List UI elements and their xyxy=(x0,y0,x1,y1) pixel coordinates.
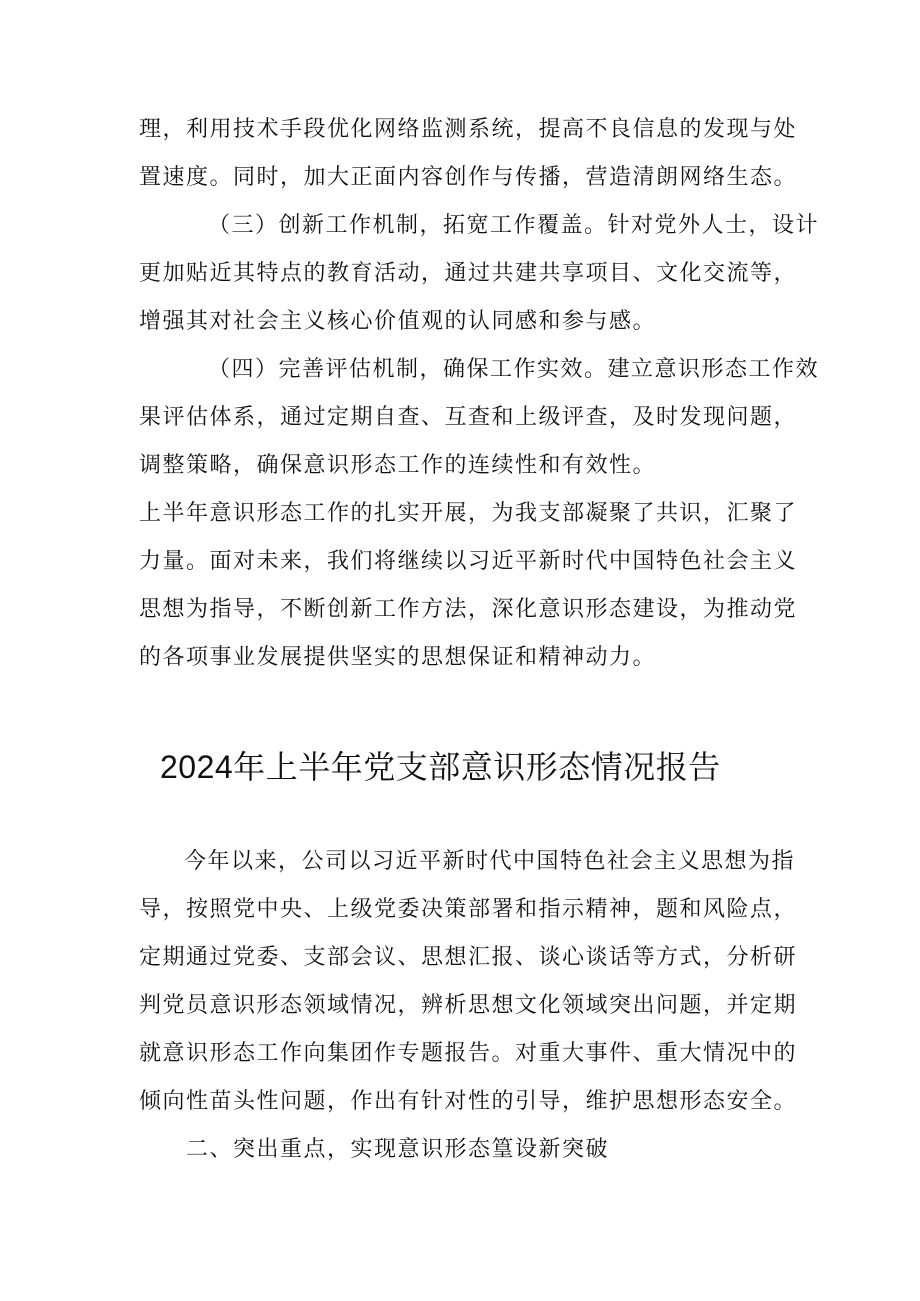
text-line: 调整策略，确保意识形态工作的连续性和有效性。 xyxy=(139,453,657,478)
text-line: 置速度。同时，加大正面内容创作与传播，营造清朗网络生态。 xyxy=(139,165,798,190)
text-line: 思想为指导，不断创新工作方法，深化意识形态建设，为推动党 xyxy=(139,597,798,622)
text-line: 判党员意识形态领域情况，辨析思想文化领域突出问题，并定期 xyxy=(139,993,798,1018)
text-line: 导，按照党中央、上级党委决策部署和指示精神，题和风险点， xyxy=(139,897,798,922)
text-line: 的各项事业发展提供坚实的思想保证和精神动力。 xyxy=(139,645,657,670)
text-line: 理，利用技术手段优化网络监测系统，提高不良信息的发现与处 xyxy=(139,117,798,142)
text-line: 上半年意识形态工作的扎实开展，为我支部凝聚了共识，汇聚了 xyxy=(139,501,798,526)
section-heading-four: （四）完善评估机制，确保工作实效。建立意识形态工作效 xyxy=(208,357,820,382)
text-line: 就意识形态工作向集团作专题报告。对重大事件、重大情况中的 xyxy=(139,1041,798,1066)
text-line: 增强其对社会主义核心价值观的认同感和参与感。 xyxy=(139,309,657,334)
section-heading-three: （三）创新工作机制，拓宽工作覆盖。针对党外人士，设计 xyxy=(208,213,820,238)
text-line: 果评估体系，通过定期自查、互查和上级评查，及时发现问题， xyxy=(139,405,798,430)
report-title: 2024年上半年党支部意识形态情况报告 xyxy=(160,749,721,785)
text-line: 倾向性苗头性问题，作出有针对性的引导，维护思想形态安全。 xyxy=(139,1089,798,1114)
text-line: 力量。面对未来，我们将继续以习近平新时代中国特色社会主义 xyxy=(139,549,798,574)
text-line: 定期通过党委、支部会议、思想汇报、谈心谈话等方式，分析研 xyxy=(139,945,798,970)
text-line: 更加贴近其特点的教育活动，通过共建共享项目、文化交流等， xyxy=(139,261,798,286)
text-line: 今年以来，公司以习近平新时代中国特色社会主义思想为指 xyxy=(184,849,796,874)
section-heading-two: 二、突出重点，实现意识形态篁设新突破 xyxy=(186,1137,610,1162)
